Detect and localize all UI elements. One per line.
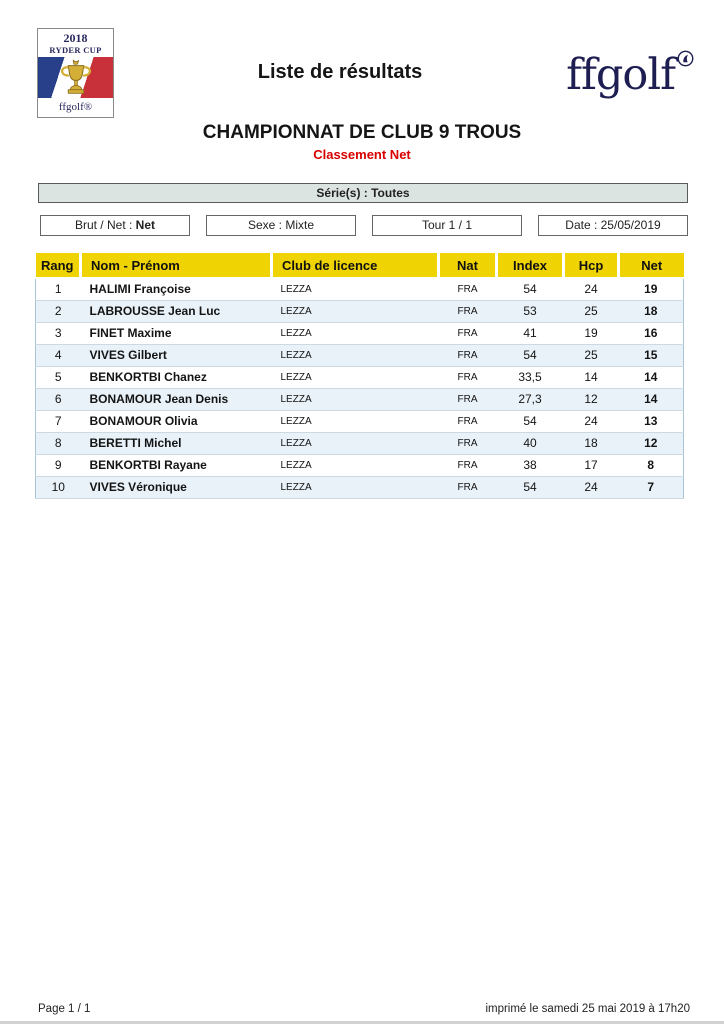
ryder-cup-logo xyxy=(37,28,114,118)
cell-rang: 2 xyxy=(54,304,62,318)
column-header-nom-prenom: Nom - Prénom xyxy=(81,253,272,278)
cell-index: 53 xyxy=(523,304,537,318)
ryder-cup-event: RYDER CUP xyxy=(49,44,102,55)
cell-index: 54 xyxy=(523,348,537,362)
filter-row xyxy=(40,215,688,236)
ryder-cup-trophy-icon xyxy=(59,58,93,96)
filter-sexe-label: Sexe : xyxy=(247,218,282,232)
cell-club-de-licence: LEZZA xyxy=(280,305,312,317)
ryder-cup-year: 2018 xyxy=(63,30,88,45)
cell-nat: FRA xyxy=(457,415,478,427)
cell-club-de-licence: LEZZA xyxy=(280,437,312,449)
filter-brut-net xyxy=(40,215,190,236)
cell-hcp: 12 xyxy=(584,392,598,406)
cell-nat: FRA xyxy=(457,349,478,361)
cell-nat: FRA xyxy=(457,459,478,471)
filter-sexe-value: Mixte xyxy=(285,218,315,232)
cell-club-de-licence: LEZZA xyxy=(280,283,312,295)
cell-hcp: 18 xyxy=(584,436,598,450)
cell-nom-prenom: BONAMOUR Olivia xyxy=(89,414,198,428)
document-footer xyxy=(0,1003,724,1015)
cell-nom-prenom: BERETTI Michel xyxy=(89,436,182,450)
table-row xyxy=(36,366,684,388)
cell-nat: FRA xyxy=(457,393,478,405)
cell-nat: FRA xyxy=(457,371,478,383)
cell-hcp: 17 xyxy=(584,458,598,472)
table-row xyxy=(36,388,684,410)
cell-nom-prenom: BENKORTBI Chanez xyxy=(89,370,207,384)
ffgolf-wordmark: ffgolf xyxy=(566,49,675,100)
cell-rang: 5 xyxy=(54,370,62,384)
cell-net: 12 xyxy=(644,436,658,450)
filter-tour xyxy=(372,215,522,236)
results-table-header xyxy=(36,253,684,278)
filter-brut-net-label: Brut / Net : xyxy=(74,218,133,232)
cell-net: 19 xyxy=(644,282,658,297)
cell-nat: FRA xyxy=(457,283,478,295)
table-row xyxy=(36,322,684,344)
cell-nom-prenom: BONAMOUR Jean Denis xyxy=(89,392,229,406)
cell-index: 27,3 xyxy=(518,392,542,406)
cell-rang: 10 xyxy=(51,480,65,494)
cell-nom-prenom: LABROUSSE Jean Luc xyxy=(89,304,221,318)
ffgolf-rooster-icon xyxy=(677,50,694,67)
header-row xyxy=(36,253,684,278)
french-flag-background xyxy=(38,57,113,98)
column-header-rang: Rang xyxy=(36,253,81,278)
cell-rang: 7 xyxy=(54,414,62,428)
table-row xyxy=(36,344,684,366)
cell-net: 14 xyxy=(644,392,658,406)
ryder-cup-logo-brand: ffgolf® xyxy=(58,100,93,113)
filter-brut-net-value: Net xyxy=(135,218,156,232)
cell-index: 33,5 xyxy=(518,370,542,384)
filter-tour-label: Tour 1 / 1 xyxy=(421,218,473,232)
cell-index: 54 xyxy=(523,414,537,428)
cell-net: 15 xyxy=(644,348,658,362)
results-table-body xyxy=(36,278,684,498)
cell-rang: 6 xyxy=(54,392,62,406)
cell-club-de-licence: LEZZA xyxy=(280,349,312,361)
document-header xyxy=(0,0,724,118)
table-row xyxy=(36,300,684,322)
results-table-container xyxy=(35,253,688,499)
cell-index: 54 xyxy=(523,282,537,297)
ffgolf-logo xyxy=(566,48,694,98)
cell-rang: 3 xyxy=(54,326,62,340)
cell-nom-prenom: VIVES Gilbert xyxy=(89,348,167,362)
cell-rang: 9 xyxy=(54,458,62,472)
results-table xyxy=(35,253,684,499)
cell-hcp: 24 xyxy=(584,480,598,494)
cell-net: 8 xyxy=(647,458,655,472)
table-row xyxy=(36,278,684,300)
table-row xyxy=(36,432,684,454)
column-header-index: Index xyxy=(497,253,564,278)
cell-club-de-licence: LEZZA xyxy=(280,459,312,471)
cell-hcp: 19 xyxy=(584,326,598,340)
filter-date-label: Date : 25/05/2019 xyxy=(565,218,661,232)
cell-nat: FRA xyxy=(457,305,478,317)
cell-club-de-licence: LEZZA xyxy=(280,481,312,493)
cell-hcp: 14 xyxy=(584,370,598,384)
cell-rang: 1 xyxy=(54,282,62,297)
cell-nom-prenom: VIVES Véronique xyxy=(89,480,187,494)
column-header-nat: Nat xyxy=(439,253,497,278)
table-row xyxy=(36,476,684,498)
ryder-cup-logo-text xyxy=(38,29,113,55)
cell-net: 18 xyxy=(644,304,658,318)
cell-net: 14 xyxy=(644,370,658,384)
cell-nom-prenom: HALIMI Françoise xyxy=(89,282,191,297)
column-header-hcp: Hcp xyxy=(564,253,619,278)
cell-nat: FRA xyxy=(457,327,478,339)
cell-club-de-licence: LEZZA xyxy=(280,415,312,427)
cell-net: 7 xyxy=(647,480,655,494)
page-number: Page 1 / 1 xyxy=(38,1003,91,1015)
filter-sexe xyxy=(206,215,356,236)
cell-hcp: 24 xyxy=(584,414,598,428)
page-title: Liste de résultats xyxy=(257,61,423,83)
cell-nat: FRA xyxy=(457,437,478,449)
cell-net: 13 xyxy=(644,414,658,428)
cell-index: 41 xyxy=(523,326,537,340)
cell-nom-prenom: BENKORTBI Rayane xyxy=(89,458,207,472)
cell-rang: 8 xyxy=(54,436,62,450)
table-row xyxy=(36,454,684,476)
cell-index: 38 xyxy=(523,458,537,472)
cell-club-de-licence: LEZZA xyxy=(280,371,312,383)
cell-hcp: 25 xyxy=(584,348,598,362)
competition-title: CHAMPIONNAT DE CLUB 9 TROUS xyxy=(202,122,522,143)
cell-index: 40 xyxy=(523,436,537,450)
cell-net: 16 xyxy=(644,326,658,340)
cell-club-de-licence: LEZZA xyxy=(280,393,312,405)
filter-date xyxy=(538,215,688,236)
column-header-net: Net xyxy=(619,253,684,278)
cell-nat: FRA xyxy=(457,481,478,493)
cell-rang: 4 xyxy=(54,348,62,362)
classification-subtitle: Classement Net xyxy=(313,147,411,162)
table-row xyxy=(36,410,684,432)
series-bar: Série(s) : Toutes xyxy=(38,183,688,203)
cell-club-de-licence: LEZZA xyxy=(280,327,312,339)
cell-hcp: 25 xyxy=(584,304,598,318)
cell-nom-prenom: FINET Maxime xyxy=(89,326,172,340)
print-timestamp: imprimé le samedi 25 mai 2019 à 17h20 xyxy=(485,1003,690,1015)
cell-hcp: 24 xyxy=(584,282,598,297)
cell-index: 54 xyxy=(523,480,537,494)
column-header-club-de-licence: Club de licence xyxy=(272,253,439,278)
